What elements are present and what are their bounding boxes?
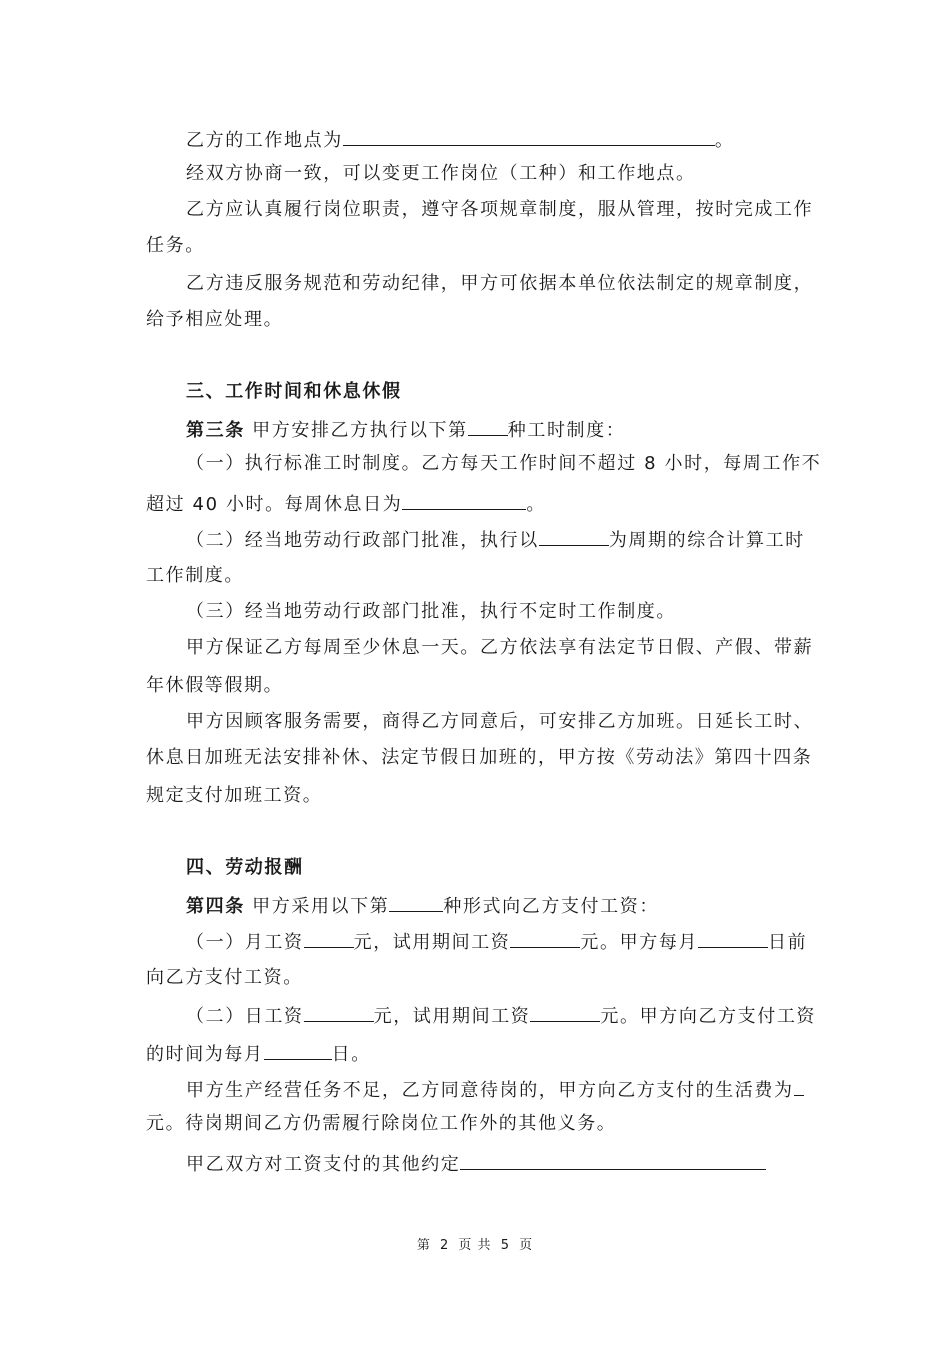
article-label: 第三条: [186, 420, 245, 441]
duties-paragraph-line1: 乙方应认真履行岗位职责，遵守各项规章制度，服从管理，按时完成工作: [186, 199, 814, 220]
standard-hours-line2: 超过 40 小时。每周休息日为 。: [146, 490, 546, 517]
page-footer: 第 2 页 共 5 页: [416, 1238, 534, 1253]
overtime-paragraph-line1: 甲方因顾客服务需要，商得乙方同意后，可安排乙方加班。日延长工时、: [186, 711, 814, 732]
rest-paragraph-line2: 年休假等假期。: [146, 675, 284, 696]
comprehensive-hours-line1: （二）经当地劳动行政部门批准，执行以 为周期的综合计算工时: [186, 526, 805, 553]
overtime-paragraph-line2: 休息日加班无法安排补休、法定节假日加班的，甲方按《劳动法》第四十四条: [146, 747, 813, 768]
rest-paragraph-line1: 甲方保证乙方每周至少休息一天。乙方依法享有法定节日假、产假、带薪: [186, 637, 814, 658]
monthly-wage-blank: [304, 928, 354, 948]
change-position-paragraph: 经双方协商一致，可以变更工作岗位（工种）和工作地点。: [186, 163, 696, 184]
violation-paragraph-line1: 乙方违反服务规范和劳动纪律，甲方可依据本单位依法制定的规章制度，: [186, 273, 814, 294]
daily-wage-blank: [304, 1002, 374, 1022]
flexible-hours-line: （三）经当地劳动行政部门批准，执行不定时工作制度。: [186, 601, 676, 622]
standby-paragraph-line1: 甲方生产经营任务不足，乙方同意待岗的，甲方向乙方支付的生活费为: [186, 1076, 804, 1103]
comprehensive-hours-line2: 工作制度。: [146, 565, 244, 586]
daily-probation-wage-blank: [530, 1002, 600, 1022]
monthly-wage-line2: 向乙方支付工资。: [146, 967, 303, 988]
section-heading-remuneration: 四、劳动报酬: [186, 857, 304, 878]
article-three: 第三条 甲方安排乙方执行以下第 种工时制度：: [186, 416, 625, 443]
work-location-paragraph: 乙方的工作地点为 。: [186, 126, 734, 153]
overtime-paragraph-line3: 规定支付加班工资。: [146, 785, 323, 806]
period-blank: [539, 526, 609, 546]
duties-paragraph-line2: 任务。: [146, 235, 205, 256]
other-agreement-line: 甲乙双方对工资支付的其他约定: [186, 1150, 766, 1177]
daily-wage-line1: （二）日工资 元，试用期间工资 元。甲方向乙方支付工资: [186, 1002, 816, 1029]
standby-paragraph-line2: 元。待岗期间乙方仍需履行除岗位工作外的其他义务。: [146, 1113, 617, 1134]
section-heading-work-hours: 三、工作时间和休息休假: [186, 381, 402, 402]
work-hour-system-blank: [468, 416, 508, 436]
pay-form-blank: [389, 892, 443, 912]
article-four: 第四条 甲方采用以下第 种形式向乙方支付工资：: [186, 892, 659, 919]
rest-day-blank: [402, 490, 526, 510]
daily-pay-day-blank: [264, 1040, 332, 1060]
current-page-number: 2: [440, 1238, 450, 1253]
pay-day-blank: [698, 928, 768, 948]
other-agreement-blank: [460, 1150, 766, 1170]
probation-wage-blank: [510, 928, 580, 948]
living-allowance-blank: [794, 1076, 804, 1096]
article-label: 第四条: [186, 896, 245, 917]
monthly-wage-line1: （一）月工资 元，试用期间工资 元。甲方每月 日前: [186, 928, 807, 955]
daily-wage-line2: 的时间为每月 日。: [146, 1040, 371, 1067]
standard-hours-line1: （一）执行标准工时制度。乙方每天工作时间不超过 8 小时，每周工作不: [186, 453, 822, 474]
work-location-blank: [343, 126, 715, 146]
total-page-number: 5: [500, 1238, 510, 1253]
violation-paragraph-line2: 给予相应处理。: [146, 309, 284, 330]
